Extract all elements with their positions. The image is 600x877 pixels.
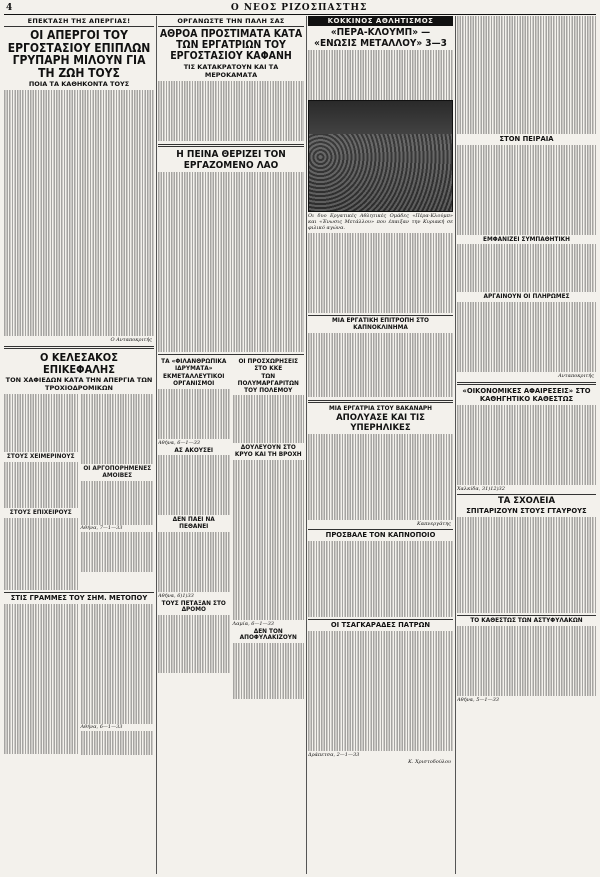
article-body: [4, 90, 154, 336]
kicker: ΕΠΕΚΤΑΣΗ ΤΗΣ ΑΠΕΡΓΙΑΣ!: [4, 16, 154, 27]
column-rule: [306, 16, 307, 874]
dateline: Αθήνα, 6—1—33: [158, 439, 200, 446]
newspaper-page: [4, 2, 596, 875]
team-photo: [308, 100, 453, 212]
headline-schools: ΤΑ ΣΧΟΛΕΙΑ: [497, 495, 556, 506]
small-head: ΠΡΟΣΒΑΛΕ ΤΟΝ ΚΑΠΝΟΠΟΙΟ: [325, 531, 436, 540]
small-head: ΟΙ ΤΣΑΓΚΑΡΑΔΕΣ ΠΑΤΡΩΝ: [330, 620, 431, 629]
headline-kelesakos: Ο ΚΕΛΕΣΑΚΟΣ ΕΠΙΚΕΦΑΛΗΣ: [40, 351, 118, 376]
page-number: 4: [6, 3, 13, 13]
small-head: ΤΟΥΣ ΠΕΤΑΞΑΝ ΣΤΟ ΔΡΟΜΟ: [161, 600, 226, 614]
small-head: ΑΣ ΑΚΟΥΣΕΙ: [174, 447, 214, 454]
subhead: ΠΟΙΑ ΤΑ ΚΑΘΗΚΟΝΤΑ ΤΟΥΣ: [28, 80, 130, 89]
small-head: ΟΙ ΠΡΟΣΧΩΡΗΣΕΙΣ ΣΤΟ ΚΚΕ: [238, 359, 299, 372]
dateline: Αθήνα, 7—1—33: [80, 524, 123, 531]
small-head: ΔΟΥΛΕΥΟΥΝ ΣΤΟ ΚΡΥΟ ΚΑΙ ΤΗ ΒΡΟΧΗ: [234, 445, 302, 458]
dateline: Δράπετσα, 2—1—33: [308, 751, 360, 758]
dateline: Λαμία, 6—1—33: [232, 620, 274, 627]
subhead: ΤΙΣ ΚΑΤΑΚΡΑΤΟΥΝ ΚΑΙ ΤΑ ΜΕΡΟΚΑΜΑΤΑ: [183, 63, 279, 80]
dateline: Αθήνα, 6—1—33: [80, 723, 123, 730]
newspaper-title: Ο ΝΕΟΣ ΡΙΖΟΣΠΑΣΤΗΣ: [230, 3, 368, 13]
signature: Καπνεργάτης: [417, 521, 451, 528]
small-head: ΔΕΝ ΤΟΝ ΑΠΟΦΥΛΑΚΙΖΟΥΝ: [239, 628, 297, 642]
photo-caption: Οι δυο Εργατικές Αθλητικές Ομάδες «Πέρα-Κλούμπ» και «Ένωσις Μετάλλου» που έπαιξαν την Κυριακή σε φιλικό αγώνα.: [308, 213, 453, 231]
page-masthead: [4, 2, 596, 15]
box-head-2: ΣΤΟΥΣ ΕΠΙΧΕΙΡΟΥΣ: [9, 510, 72, 517]
subhead-2: ΤΟΝ ΧΑΦΙΕΔΩΝ ΚΑΤΑ ΤΗΝ ΑΠΕΡΓΙΑ ΤΩΝ ΤΡΟΧΙΟΔΡΟΜΙΚΩΝ: [5, 376, 153, 393]
column-2: [158, 16, 304, 874]
headline-strikers: ΟΙ ΑΠΕΡΓΟΙ ΤΟΥ ΕΡΓΟΣΤΑΣΙΟΥ ΕΠΙΠΛΩΝ ΓΡΥΠΑΡΗ ΜΙΛΟΥΝ ΓΙΑ ΤΗ ΖΩΗ ΤΟΥΣ: [7, 28, 151, 80]
signature: Ο Ανταποκριτής: [110, 337, 152, 344]
small-head: ΕΚΜΕΤΑΛΛΕΥΤΙΚΟΙ ΟΡΓΑΝΙΣΜΟΙ: [163, 374, 225, 388]
column-rule: [455, 16, 456, 874]
small-head: ΤΩΝ ΠΟΛΥΜΑΡΓΑΡΙΤΩΝ ΤΟΥ ΠΟΛΕΜΟΥ: [237, 374, 299, 394]
box-head-3: ΟΙ ΑΡΓΟΠΟΡΗΜΕΝΕΣ ΑΜΟΙΒΕΣ: [83, 466, 152, 480]
dateline: Αθήνα, 6)1)33: [158, 592, 194, 599]
small-head: ΤΟ ΚΑΘΕΣΤΩΣ ΤΩΝ ΑΣΤΥΦΥΛΑΚΩΝ: [470, 617, 583, 624]
box-head-4: ΣΤΙΣ ΓΡΑΜΜΕΣ ΤΟΥ ΣΗΜ. ΜΕΤΟΠΟΥ: [10, 593, 148, 602]
kicker: ΟΡΓΑΝΩΣΤΕ ΤΗΝ ΠΑΛΗ ΣΑΣ: [158, 16, 304, 27]
headline-match: «ΠΕΡΑ-ΚΛΟΥΜΠ» — «ΕΝΩΣΙΣ ΜΕΤΑΛΛΟΥ» 3—3: [314, 27, 447, 49]
headline-hunger: Η ΠΕΙΝΑ ΘΕΡΙΖΕΙ ΤΟΝ ΕΡΓΑΖΟΜΕΝΟ ΛΑΟ: [176, 149, 286, 171]
sport-section-head: ΚΟΚΚΙΝΟΣ ΑΘΛΗΤΙΣΜΟΣ: [308, 16, 453, 26]
column-4: [457, 16, 596, 874]
dateline: Αθήνα, 5—1—33: [457, 696, 499, 703]
column-3: [308, 16, 453, 874]
small-head: ΔΕΝ ΠΑΕΙ ΝΑ ΠΕΘΑΝΕΙ: [172, 517, 215, 530]
small-head: ΜΙΑ ΕΡΓΑΤΙΚΗ ΕΠΙΤΡΟΠΗ ΣΤΟ ΚΑΠΝΟΚΛΙΝΗΜΑ: [332, 318, 429, 332]
small-head: ΜΙΑ ΕΡΓΑΤΡΙΑ ΣΤΟΥ ΒΑΚΑΝΑΡΗ: [328, 405, 433, 412]
small-head: «ΟΙΚΟΝΟΜΙΚΕΣ ΑΦΑΙΡΕΣΕΙΣ» ΣΤΟ ΚΑΘΗΓΗΤΙΚΟ ΚΑΘΕΣΤΩΣ: [462, 387, 591, 403]
small-head: ΤΑ «ΦΙΛΑΝΘΡΩΠΙΚΑ ΙΔΡΥΜΑΤΑ»: [161, 359, 227, 372]
small-head: ΑΡΓΑΙΝΟΥΝ ΟΙ ΠΛΗΡΩΜΕΣ: [483, 294, 570, 301]
column-1: [4, 16, 154, 874]
column-rule: [156, 16, 157, 874]
small-head: ΣΤΟΝ ΠΕΙΡΑΙΑ: [499, 135, 554, 143]
small-head: ΕΜΦΑΝΙΖΕΙ ΣΥΜΠΑΘΗΤΙΚΗ: [483, 236, 570, 243]
small-head: ΣΠΙΤΑΡΙΖΟΥΝ ΣΤΟΥΣ ΓΤΑΥΡΟΥΣ: [466, 507, 587, 516]
signature: Ανταποκριτής: [558, 373, 594, 380]
dateline: Χαλκίδα, 31)12)32: [457, 485, 505, 492]
headline-dismissals: ΑΠΟΛΥΑΣΕ ΚΑΙ ΤΙΣ ΥΠΕΡΗΛΙΚΕΣ: [336, 413, 425, 433]
signature: Κ. Χριστοδούλου: [408, 758, 451, 765]
headline-fines: ΑΘΡΟΑ ΠΡΟΣΤΙΜΑΤΑ ΚΑΤΑ ΤΩΝ ΕΡΓΑΤΡΙΩΝ ΤΟΥ ΕΡΓΟΣΤΑΣΙΟΥ ΚΑΦΑΝΗ: [159, 28, 303, 63]
box-head-1: ΣΤΟΥΣ ΧΕΙΜΕΡΙΝΟΥΣ: [6, 454, 75, 461]
